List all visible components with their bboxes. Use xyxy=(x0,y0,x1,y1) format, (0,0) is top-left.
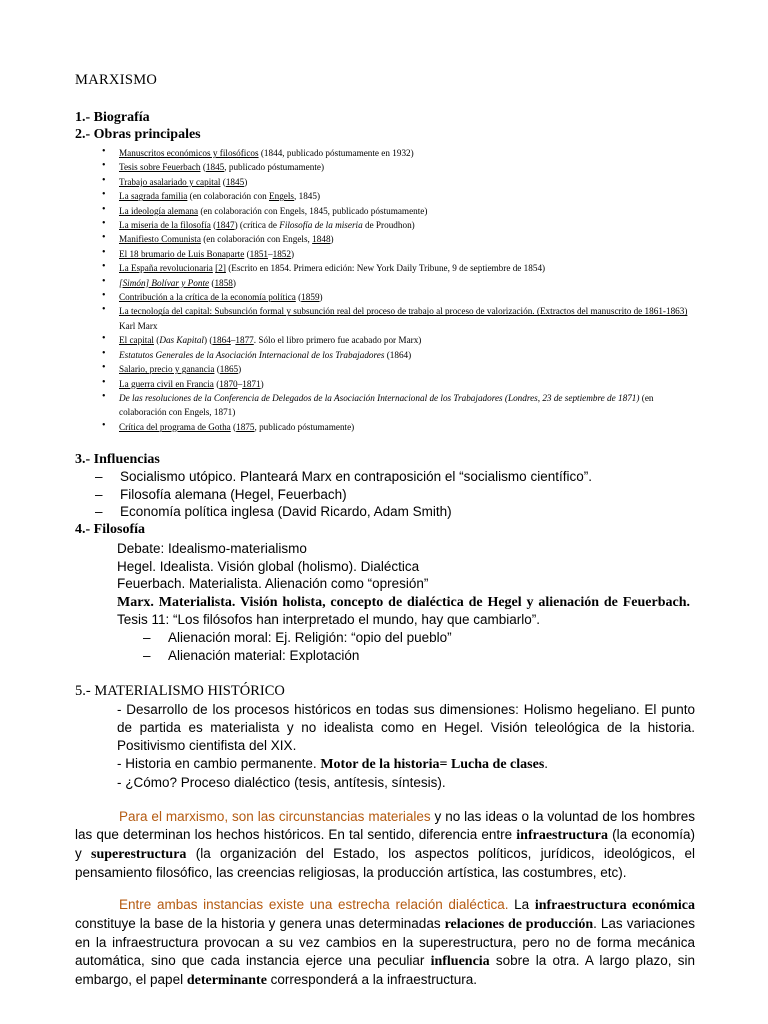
list-item: – Filosofía alemana (Hegel, Feuerbach) xyxy=(95,486,695,504)
work-title: Estatutos Generales de la Asociación Internacional de los Trabajadores xyxy=(119,349,385,360)
list-item: • Salario, precio y ganancia (1865) xyxy=(100,362,700,376)
list-item: • La miseria de la filosofía (1847) (crítica de Filosofía de la miseria de Proudhon) xyxy=(100,218,700,232)
work-link[interactable]: Trabajo asalariado y capital xyxy=(119,176,221,187)
list-item: • La tecnología del capital: Subsunción formal y subsunción real del proceso de trabajo al proceso de valorización. (Extractos del manuscrito de 1861-1863) Karl Marx xyxy=(100,304,700,333)
work-link[interactable]: El capital xyxy=(119,335,154,346)
work-link[interactable]: Manifiesto Comunista xyxy=(119,234,201,245)
list-item: • De las resoluciones de la Conferencia de Delegados de la Asociación Internacional de los Trabajadores (Londres, 23 de septiembre de 1871) (en colaboración con Engels, 1871) xyxy=(100,391,700,420)
work-link[interactable]: La España revolucionaria xyxy=(119,263,213,274)
page-title: MARXISMO xyxy=(75,72,158,88)
work-link[interactable]: Contribución a la crítica de la economía política xyxy=(119,292,296,303)
historico-point: - ¿Cómo? Proceso dialéctico (tesis, antítesis, síntesis). xyxy=(117,775,446,790)
work-link[interactable]: La miseria de la filosofía xyxy=(119,220,211,231)
list-item: – Alienación moral: Ej. Religión: “opio del pueblo” xyxy=(143,629,683,647)
work-link[interactable]: [Simón] Bolívar y Ponte xyxy=(119,277,210,288)
historico-point: - Desarrollo de los procesos históricos en todas sus dimensiones: Holismo hegeliano. El punto de partida es materialista y no idealista como en Hegel. Visión teleológica de la historia. Positivismo cientifista del XIX. xyxy=(117,702,695,753)
filosofia-line: Hegel. Idealista. Visión global (holismo). Dialéctica xyxy=(117,558,420,574)
filosofia-block xyxy=(117,540,690,629)
year-link[interactable]: 1847 xyxy=(216,220,235,231)
section-heading-obras: 2.- Obras principales xyxy=(75,127,201,142)
work-link[interactable]: La ideología alemana xyxy=(119,205,199,216)
list-item: – Alienación material: Explotación xyxy=(143,647,683,665)
historico-point: - Historia en cambio permanente. Motor de la historia= Lucha de clases. xyxy=(117,756,549,772)
list-item: • La sagrada familia (en colaboración con Engels, 1845) xyxy=(100,189,700,203)
year-link[interactable]: 1871 xyxy=(242,378,261,389)
list-item: – Socialismo utópico. Planteará Marx en contraposición el “socialismo científico”. xyxy=(95,468,695,486)
list-item: • Estatutos Generales de la Asociación Internacional de los Trabajadores (1864) xyxy=(100,348,700,362)
list-item: • La ideología alemana (en colaboración con Engels, 1845, publicado póstumamente) xyxy=(100,204,700,218)
list-item: • Manifiesto Comunista (en colaboración con Engels, 1848) xyxy=(100,232,700,246)
work-link[interactable]: El 18 brumario de Luis Bonaparte xyxy=(119,248,245,259)
year-link[interactable]: 1865 xyxy=(219,364,239,375)
paragraph-relacion-dialectica: Entre ambas instancias existe una estrecha relación dialéctica. La infraestructura económica constituye la base de la historia y genera unas determinadas relaciones de producción. Las variaciones en la infraestructura provocan a su vez cambios en la superestructura, pero no de forma mecánica automática, sino que cada instancia ejerce una peculiar influencia sobre la otra. A largo plazo, sin embargo, el papel determinante corresponderá a la infraestructura. xyxy=(75,897,695,988)
historico-block xyxy=(117,701,695,792)
list-item: – Economía política inglesa (David Ricardo, Adam Smith) xyxy=(95,503,695,521)
year-link[interactable]: 1852 xyxy=(272,248,291,259)
footnote-link[interactable]: [2] xyxy=(215,263,226,274)
influences-list xyxy=(95,468,695,521)
year-link[interactable]: 1877 xyxy=(235,335,254,346)
filosofia-line: Debate: Idealismo-materialismo xyxy=(117,541,307,556)
alienation-list xyxy=(143,629,683,664)
work-link[interactable]: Crítica del programa de Gotha xyxy=(119,421,231,432)
list-item: • Tesis sobre Feuerbach (1845, publicado póstumamente) xyxy=(100,160,700,174)
list-item: • Trabajo asalariado y capital (1845) xyxy=(100,175,700,189)
list-item: • [Simón] Bolívar y Ponte (1858) xyxy=(100,276,700,290)
year-link[interactable]: 1845 xyxy=(205,162,225,173)
section-heading-biografia: 1.- Biografía xyxy=(75,110,150,125)
work-link[interactable]: La sagrada familia xyxy=(119,191,188,202)
section-heading-materialismo: 5.- MATERIALISMO HISTÓRICO xyxy=(75,683,285,699)
list-item: • La guerra civil en Francia (1870–1871) xyxy=(100,377,700,391)
work-link[interactable]: Manuscritos económicos y filosóficos xyxy=(119,148,259,158)
year-link[interactable]: 1870 xyxy=(219,378,238,389)
marx-paragraph: Marx. Materialista. Visión holista, concepto de dialéctica de Hegel y alienación de Feuerbach. Tesis 11: “Los filósofos han interpretado el mundo, hay que cambiarlo”. xyxy=(117,594,690,628)
work-link[interactable]: La guerra civil en Francia xyxy=(119,378,214,389)
year-link[interactable]: 1859 xyxy=(301,292,320,303)
work-link[interactable]: Tesis sobre Feuerbach xyxy=(119,162,201,173)
year-link[interactable]: 1875 xyxy=(236,421,255,432)
section-heading-influencias: 3.- Influencias xyxy=(75,452,160,467)
list-item: • Contribución a la crítica de la economía política (1859) xyxy=(100,290,700,304)
list-item: • Manuscritos económicos y filosóficos (1844, publicado póstumamente en 1932) xyxy=(100,146,700,160)
year-link[interactable]: 1848 xyxy=(312,234,331,245)
list-item: • La España revolucionaria [2] (Escrito en 1854. Primera edición: New York Daily Tribune, 9 de septiembre de 1854) xyxy=(100,261,700,275)
engels-link[interactable]: Engels xyxy=(269,191,295,202)
list-item: • El capital (Das Kapital) (1864–1877. Sólo el libro primero fue acabado por Marx) xyxy=(100,333,700,347)
section-heading-filosofia: 4.- Filosofía xyxy=(75,522,145,537)
paragraph-infraestructura: Para el marxismo, son las circunstancias materiales y no las ideas o la voluntad de los hombres las que determinan los hechos históricos. En tal sentido, diferencia entre infraestructura (la economía) y superestructura (la organización del Estado, los aspectos políticos, jurídicos, ideológicos, el pensamiento filosófico, las creencias religiosas, la producción artística, las costumbres, etc). xyxy=(75,809,696,880)
year-link[interactable]: 1851 xyxy=(249,248,269,259)
year-link[interactable]: 1845 xyxy=(225,176,245,187)
year-link[interactable]: 1858 xyxy=(214,277,233,288)
list-item: • El 18 brumario de Luis Bonaparte (1851–1852) xyxy=(100,247,700,261)
work-title: De las resoluciones de la Conferencia de Delegados de la Asociación Internacional de los Trabajadores (Londres, 23 de septiembre de 1871) xyxy=(119,392,640,403)
work-link[interactable]: Salario, precio y ganancia xyxy=(119,364,215,375)
list-item: • Crítica del programa de Gotha (1875, publicado póstumamente) xyxy=(100,420,700,434)
works-list xyxy=(100,146,700,434)
work-link[interactable]: La tecnología del capital: Subsunción formal y subsunción real del proceso de trabajo al proceso de valorización. (Extractos del manuscrito de 1861-1863) xyxy=(119,306,688,317)
year-link[interactable]: 1864 xyxy=(212,335,231,346)
filosofia-line: Feuerbach. Materialista. Alienación como “opresión” xyxy=(117,576,429,592)
